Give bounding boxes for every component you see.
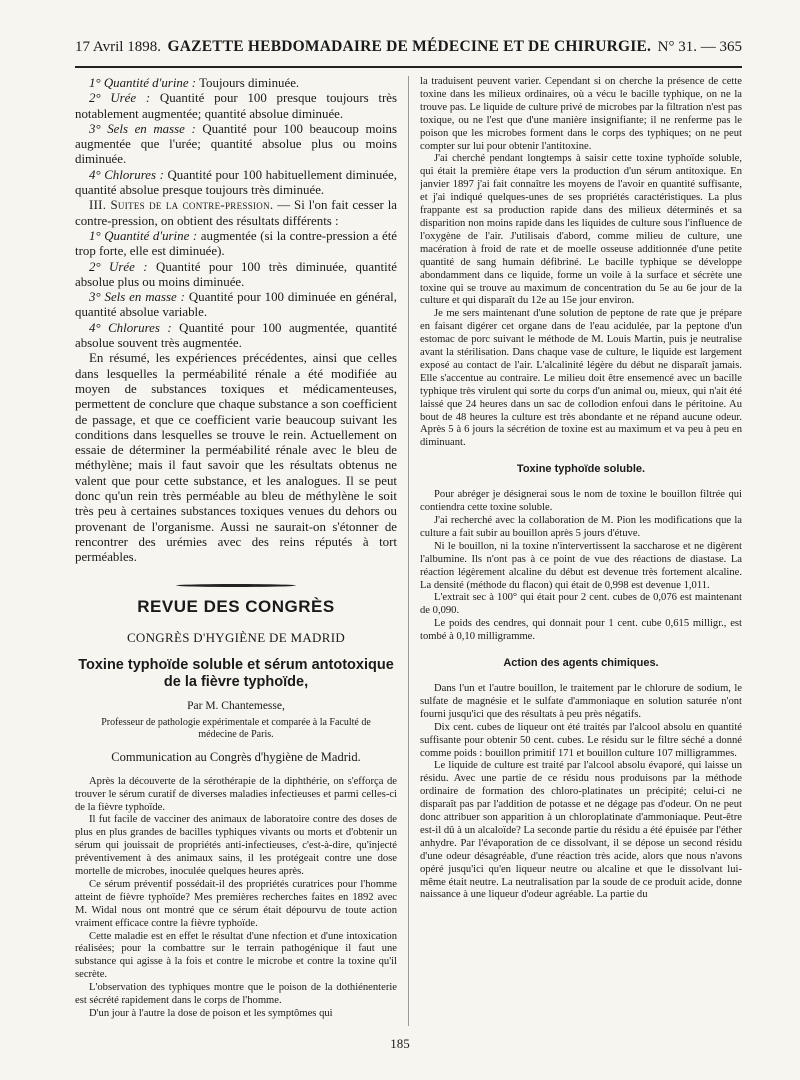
- result-item-label: 2° Urée :: [89, 91, 151, 106]
- result-item-label: 2° Urée :: [89, 259, 148, 274]
- result-item: [75, 290, 397, 321]
- author-affiliation: Professeur de pathologie expérimentale et comparée à la Faculté de médecine de Paris.: [101, 717, 371, 740]
- result-item: [75, 260, 397, 291]
- section-3-label: III. Suites de la contre-pression.: [89, 198, 274, 213]
- result-item-text: augmentée (si la contre-pression a été trop forte, elle est diminuée).: [75, 228, 397, 259]
- article-body-right-a: [420, 76, 742, 450]
- result-item-text: Quantité pour 100 diminuée en général, quantité absolue variable.: [75, 290, 397, 320]
- result-item-text: Quantité pour 100 habituellement diminuée, quantité absolue presque toujours très diminuée.: [75, 167, 397, 198]
- body-paragraph: Le liquide de culture est traité par l'alcool absolu évaporé, qui laisse un résidu. Avec une partie de ce résidu nous produisons par la méthode ordinaire de formation des chloro-platinates un précipité; celui-ci ne disparaît pas par l'addition de potasse et ne dégage pas d'odeur. On ne peut donc attribuer son apparition à un chloroplatinate d'ammoniaque. Peut-être est-il dû à un alcaloïde? La seconde partie du résidu a été épuisée par l'éther anhydre. Par l'évaporation de ce dissolvant, il se dépose un second résidu d'une odeur désagréable, d'une réaction très acide, alors que nous n'avons opéré jusqu'ici qu'en liqueur neutre ou alcaline et que le dissolvant lui-même était neutre. La neutralisation par la soude de ce produit acide, donne naissance à une liqueur d'odeur agréable. La partie du: [420, 760, 742, 901]
- result-item-text: Quantité pour 100 très diminuée, quantité absolue plus ou moins diminuée.: [75, 259, 397, 289]
- congress-heading: CONGRÈS D'HYGIÈNE DE MADRID: [126, 629, 346, 645]
- result-item: [75, 229, 397, 260]
- right-column: [420, 76, 742, 1026]
- article-body-right-c: [420, 683, 742, 902]
- body-paragraph: Je me sers maintenant d'une solution de peptone de rate que je prépare en faisant digérer cet organe dans de l'eau acidulée, par la peptone d'un estomac de porc suivant le méthode de M. Louis Martin, puis je neutralise avant la stérilisation. Dans chaque vase de culture, le liquide est largement exposé au contact de l'air. L'alcalinité légère du début ne disparaît jamais. Elle s'accentue au contraire. Le milieu doit être ensemencé avec un bacille typhique très virulent qui sorte du corps d'un animal ou, mieux, qui n'ait été laissé que 24 heures dans un sac de collodion enfoui dans le péritoine. Au bout de 48 heures la culture est très abondante et ne répand aucune odeur. Après 5 à 6 jours la sécrétion de toxine est au maximum et va peu à peu en diminuant.: [420, 308, 742, 449]
- body-paragraph: Après la découverte de la sérothérapie de la diphthérie, on s'efforça de trouver le sérum curatif de diverses maladies infectieuses et parmi celles-ci de la fièvre typhoïde.: [75, 775, 397, 813]
- article-title: Toxine typhoïde soluble et sérum antotoxique de la fièvre typhoïde,: [78, 657, 394, 691]
- result-item-label: 1° Quantité d'urine :: [89, 228, 198, 243]
- conclusion-paragraph: En résumé, les expériences précédentes, ainsi que celles dans lesquelles la perméabilité rénale a été modifiée au moyen de substances toxiques et médicamenteuses, permettent de conclure que chaque substance a son coefficient de passage, et que ce coefficient varie beaucoup suivant les conditions dans lesquelles se trouve le rein. Actuellement on essaie de déterminer la perméabilité rénale avec le bleu de méthylène; mais il faut savoir que les résultats obtenus ne valent que pour cette substance, et les analogues. Il se peut donc qu'un rein très perméable au bleu de méthylène le soit très peu à certaines substances toxiques venues du dehors ou provenant de l'organisme. Aussi ne saurait-on s'étonner de rencontrer des urémies avec des reins réputés à tort perméables.: [75, 351, 397, 565]
- running-header: [75, 38, 742, 68]
- result-item-text: Toujours diminuée.: [196, 76, 300, 90]
- result-item: [75, 76, 397, 91]
- result-item-label: 3° Sels en masse :: [89, 290, 185, 305]
- body-paragraph: Dans l'un et l'autre bouillon, le traitement par le chlorure de sodium, le sulfate de magnésie et le sulfate d'ammoniaque en solution saturée n'ont fourni jusqu'ici que des résultats à peu près négatifs.: [420, 682, 742, 720]
- body-paragraph: Dix cent. cubes de liqueur ont été traités par l'alcool absolu en quantité suffisante pour obtenir 50 cent. cubes. Le résidu sur le filtre séché a donné comme poids : bouillon primitif 171 et bouillon culture 107 milligrammes.: [420, 721, 742, 759]
- results-list-b: [75, 229, 397, 351]
- article-author: Par M. Chantemesse,: [187, 700, 285, 713]
- result-item-text: Quantité pour 100 presque toujours très notablement augmentée; quantité absolue diminuée.: [75, 91, 397, 121]
- result-item: [75, 168, 397, 199]
- body-paragraph: D'un jour à l'autre la dose de poison et les symptômes qui: [89, 1008, 333, 1019]
- result-item-label: 3° Sels en masse :: [89, 121, 196, 136]
- result-item-label: 4° Chlorures :: [89, 320, 172, 335]
- result-item: [75, 321, 397, 352]
- result-item: [75, 91, 397, 122]
- folio-number: 185: [390, 1036, 410, 1051]
- body-paragraph: J'ai cherché pendant longtemps à saisir cette toxine typhoïde soluble, qui était la première étape vers la production d'un sérum antitoxique. En janvier 1897 j'ai fait connaître les moyens de l'avoir en quantité suffisante, et j'ai indiqué quelques-unes de ses propriétés caractéristiques. La plus frappante est sa production rapide dans des milieux déterminés et sa disparition non moins rapide dans les liquides de culture sous l'influence de l'oxygène de l'air. J'utilisais d'abord, comme milieu de culture, une macération à froid de rate et de moelle osseuse additionnée d'une petite quantité de sang humain défibriné. Le bacille typhique se développe abondamment dans ce liquide, forme un voile à la surface et sécrète une toxine qui se trouve au maximum de concentration du 5e au 6e jour de la culture et qui disparaît du 12e au 15e jour environ.: [420, 153, 742, 307]
- body-paragraph: Ni le bouillon, ni la toxine n'intervertissent la saccharose et ne digèrent l'albumine. Ils n'ont pas à ce point de vue des réactions de diastase. La réaction légèrement alcaline du début est devenue très fortement alcaline. La densité (méthode du flacon) qui était de 0,998 est devenue 1,011.: [420, 540, 742, 591]
- header-title: GAZETTE HEBDOMADAIRE DE MÉDECINE ET DE CHIRURGIE.: [167, 38, 652, 55]
- body-paragraph: Il fut facile de vacciner des animaux de laboratoire contre des doses de plus en plus grandes de bacilles typhiques vivants ou morts et d'obtenir un sérum qui jouissait de propriétés anti-infectieuses, c'est-à-dire, qu'injecté préventivement à des animaux sains, il les protégeait contre une dose mortelle de microbes, inoculée quelques heures après.: [75, 814, 397, 878]
- result-item-label: 4° Chlorures :: [89, 167, 164, 182]
- body-paragraph: Cette maladie est en effet le résultat d'une nfection et d'une intoxication réalisées; pour la combattre sur le terrain pathogénique il faut une substance qui agisse à la fois et contre le microbe et contre la toxine qu'il secrète.: [75, 930, 397, 981]
- result-item-text: Quantité pour 100 beaucoup moins augmentée que l'urée; quantité absolue plus ou moins diminuée.: [75, 121, 397, 167]
- body-paragraph: Ce sérum préventif possédait-il des propriétés curatrices pour l'homme atteint de fièvre typhoïde? Mes premières recherches faites en 1892 avec M. Widal nous ont montré que ce sérum était dépourvu de toute action vraiment efficace contre la fièvre typhoïde.: [75, 878, 397, 929]
- body-paragraph: Pour abréger je désignerai sous le nom de toxine le bouillon filtrée qui contiendra cette toxine soluble.: [420, 489, 742, 514]
- body-paragraph: L'observation des typhiques montre que le poison de la dothiénenterie est sécrété rapidement dans le corps de l'homme.: [75, 982, 397, 1007]
- left-column: [75, 76, 397, 1026]
- body-paragraph: L'extrait sec à 100° qui était pour 2 cent. cubes de 0,076 est maintenant de 0,090.: [420, 592, 742, 617]
- article-body-right-b: [420, 489, 742, 644]
- article-body-left: [75, 776, 397, 1021]
- body-paragraph: Le poids des cendres, qui donnait pour 1 cent. cube 0,615 milligr., est tombé à 0,10 milligramme.: [420, 618, 742, 643]
- result-item-label: 1° Quantité d'urine :: [89, 76, 197, 90]
- subheading-agents: Action des agents chimiques.: [503, 657, 659, 670]
- text-columns: [75, 76, 742, 1026]
- results-list-a: [75, 76, 397, 198]
- subheading-toxine: Toxine typhoïde soluble.: [516, 463, 646, 476]
- result-item-text: Quantité pour 100 augmentée, quantité absolue souvent très augmentée.: [75, 320, 397, 351]
- communication-note: Communication au Congrès d'hygiène de Madrid.: [111, 750, 361, 765]
- body-paragraph: la traduisent peuvent varier. Cependant si on cherche la présence de cette toxine dans les milieux ordinaires, où a vécu le bacille typhique, on ne la trouve pas. Le liquide de culture privé de microbes par la filtration n'est pas toxique, ou ne l'est que d'une manière insignifiante; il ne renferme pas le poison que les microbes forment dans le corps des typhiques; on ne peut compter sur lui pour obtenir l'antitoxine.: [420, 76, 742, 152]
- section-3-text: — Si l'on fait cesser la contre-pression, on obtient des résultats différents :: [75, 198, 397, 228]
- result-item: [75, 122, 397, 168]
- body-paragraph: J'ai recherché avec la collaboration de M. Pion les modifications que la culture a fait subir au bouillon après 5 jours d'étuve.: [420, 515, 742, 539]
- header-page-number: N° 31. — 365: [657, 39, 742, 55]
- section-heading-revue: REVUE DES CONGRÈS: [137, 596, 335, 616]
- section-3: [75, 198, 397, 229]
- ornament-divider: [176, 584, 296, 587]
- header-date: 17 Avril 1898.: [75, 39, 161, 55]
